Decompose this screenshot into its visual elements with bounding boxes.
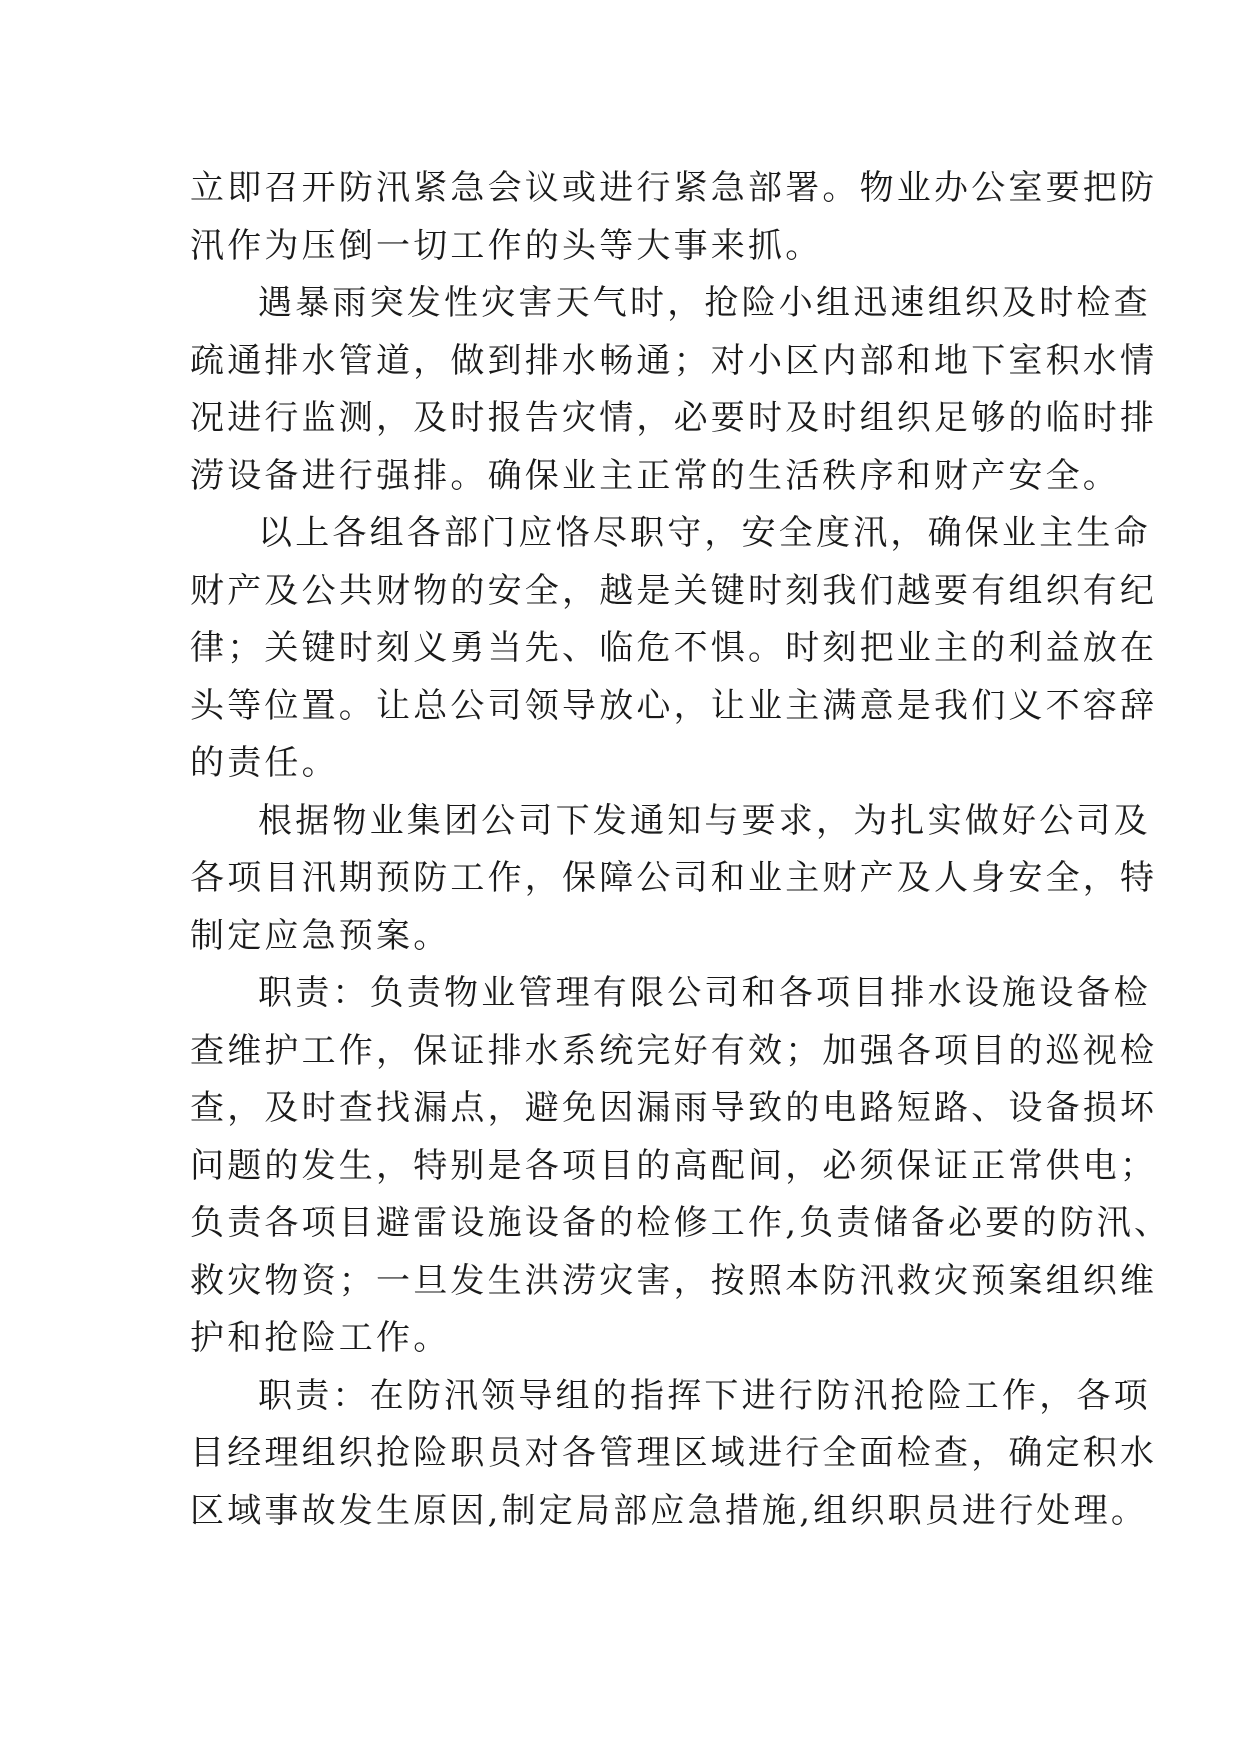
text-line: 区域事故发生原因,制定局部应急措施,组织职员进行处理。: [190, 1490, 1149, 1531]
text-line: 护和抢险工作。: [190, 1318, 451, 1358]
text-line: 各项目汛期预防工作，保障公司和业主财产及人身安全，特: [190, 858, 1158, 898]
paragraph: [190, 793, 1158, 966]
text-line: 制定应急预案。: [190, 915, 451, 956]
text-line: 以上各组各部门应恪尽职守，安全度汛，确保业主生命: [258, 513, 1151, 553]
text-line: 汛作为压倒一切工作的头等大事来抓。: [190, 225, 823, 266]
text-line: 救灾物资；一旦发生洪涝灾害，按照本防汛救灾预案组织维: [190, 1260, 1158, 1301]
text-line: 问题的发生，特别是各项目的高配间，必须保证正常供电；: [190, 1145, 1158, 1186]
document-body: [190, 160, 1172, 1540]
text-line: 头等位置。让总公司领导放心，让业主满意是我们义不容辞: [190, 685, 1158, 726]
text-line: 负责各项目避雷设施设备的检修工作,负责储备必要的防汛、: [190, 1203, 1172, 1243]
text-line: 遇暴雨突发性灾害天气时，抢险小组迅速组织及时检查: [258, 283, 1151, 323]
text-line: 况进行监测，及时报告灾情，必要时及时组织足够的临时排: [190, 398, 1158, 438]
text-line: 职责：在防汛领导组的指挥下进行防汛抢险工作，各项: [258, 1375, 1151, 1416]
text-line: 查维护工作，保证排水系统完好有效；加强各项目的巡视检: [190, 1030, 1158, 1071]
text-line: 立即召开防汛紧急会议或进行紧急部署。物业办公室要把防: [190, 168, 1158, 208]
text-line: 的责任。: [190, 743, 339, 783]
text-line: 涝设备进行强排。确保业主正常的生活秩序和财产安全。: [190, 455, 1120, 496]
text-line: 根据物业集团公司下发通知与要求，为扎实做好公司及: [258, 800, 1151, 841]
text-line: 疏通排水管道，做到排水畅通；对小区内部和地下室积水情: [190, 340, 1158, 381]
paragraph: [190, 160, 1158, 275]
text-line: 律；关键时刻义勇当先、临危不惧。时刻把业主的利益放在: [190, 628, 1158, 668]
text-line: 查，及时查找漏点，避免因漏雨导致的电路短路、设备损坏: [190, 1088, 1158, 1128]
text-line: 职责：负责物业管理有限公司和各项目排水设施设备检: [258, 973, 1151, 1013]
paragraph: [190, 505, 1158, 793]
text-line: 财产及公共财物的安全，越是关键时刻我们越要有组织有纪: [190, 570, 1158, 611]
paragraph: [190, 1368, 1158, 1541]
text-line: 目经理组织抢险职员对各管理区域进行全面检查，确定积水: [190, 1433, 1158, 1473]
paragraph: [190, 965, 1172, 1368]
paragraph: [190, 275, 1158, 505]
